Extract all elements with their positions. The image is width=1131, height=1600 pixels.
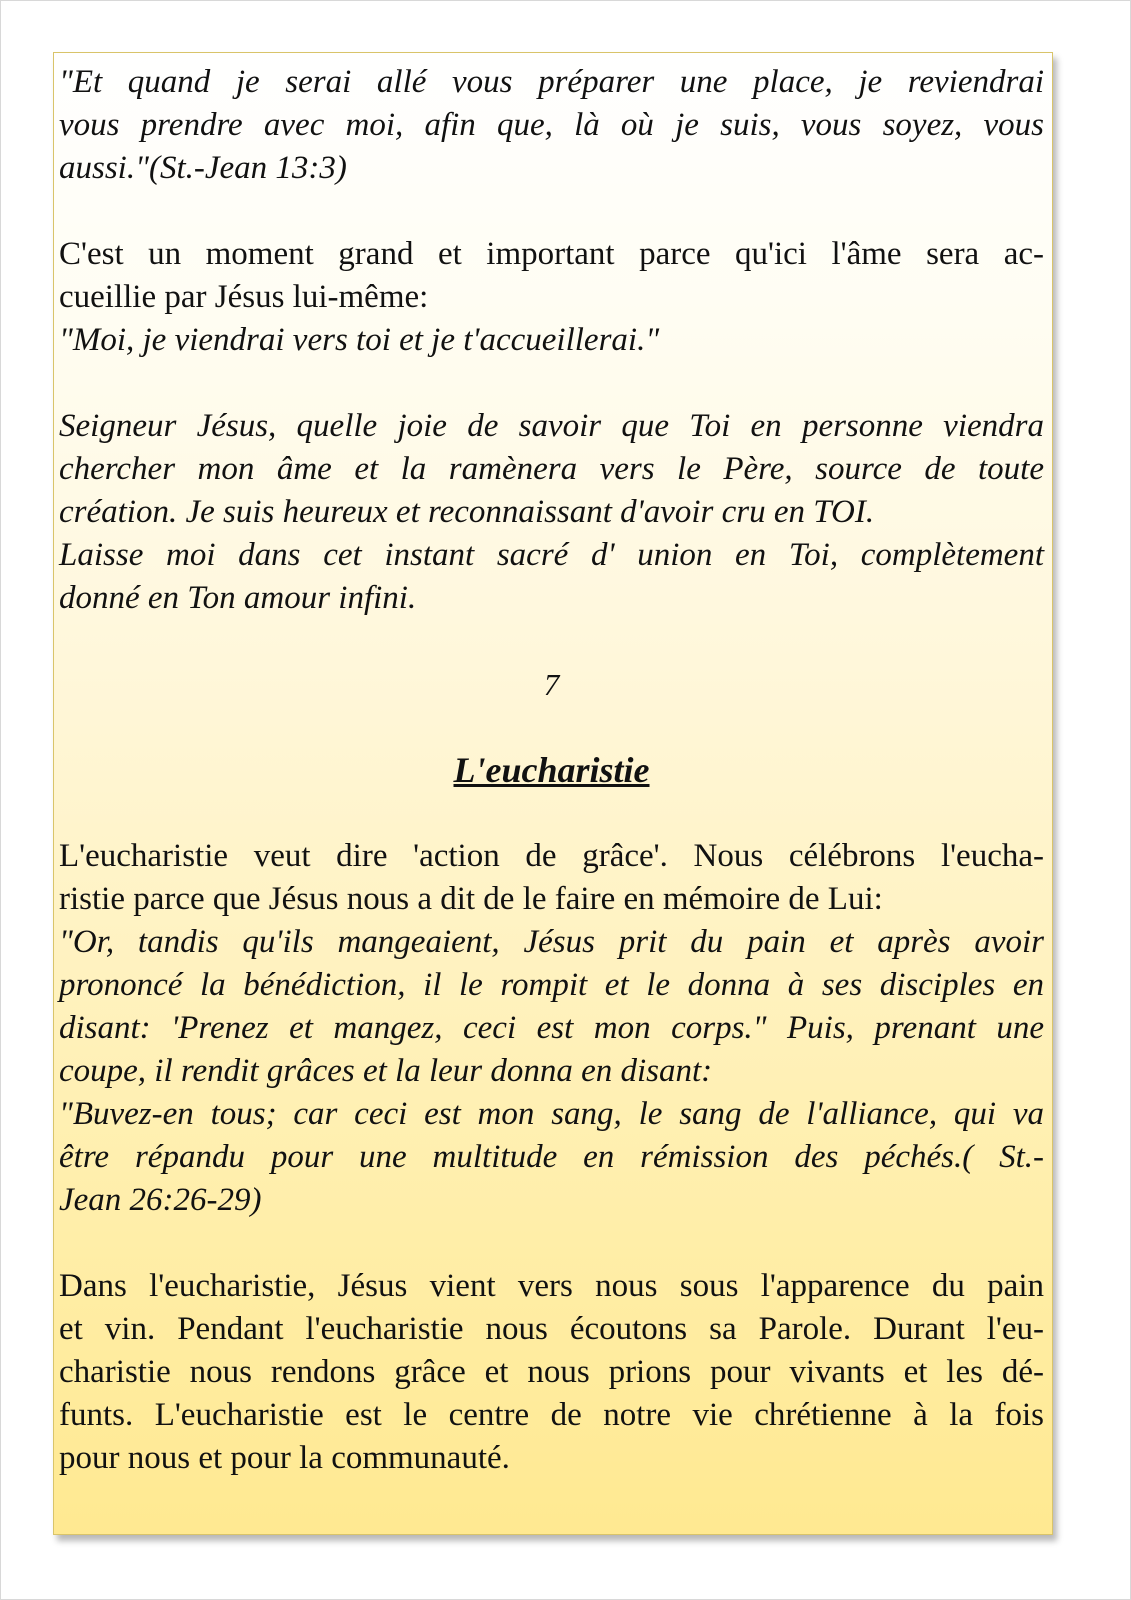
para3-line: Dans l'eucharistie, Jésus vient vers nous sous l'apparence du pain xyxy=(59,1268,1044,1304)
spacer xyxy=(59,706,1044,749)
spacer xyxy=(59,620,1044,663)
quote1-line: "Et quand je serai allé vous préparer une place, je reviendrai xyxy=(59,64,1044,100)
spacer xyxy=(59,1222,1044,1265)
paragraph-eucharistie-intro xyxy=(59,835,1044,921)
quote1-line: aussi."(St.-Jean 13:3) xyxy=(59,150,347,186)
quote2-line: disant: 'Prenez et mangez, ceci est mon corps." Puis, prenant une xyxy=(59,1010,1044,1046)
spacer xyxy=(59,190,1044,233)
content-box xyxy=(53,52,1053,1535)
paragraph-moment xyxy=(59,233,1044,362)
spacer xyxy=(59,362,1044,405)
para1-line: C'est un moment grand et important parce qu'ici l'âme sera ac- xyxy=(59,236,1044,272)
page-number: 7 xyxy=(543,667,560,702)
quote2-line: coupe, il rendit grâces et la leur donna en disant: xyxy=(59,1053,713,1089)
para2-line: L'eucharistie veut dire 'action de grâce'. Nous célébrons l'eucha- xyxy=(59,838,1044,874)
para3-line: et vin. Pendant l'eucharistie nous écoutons sa Parole. Durant l'eu- xyxy=(59,1311,1044,1347)
spacer xyxy=(59,792,1044,835)
paragraph-eucharistie-body xyxy=(59,1265,1044,1480)
prayer-line: chercher mon âme et la ramènera vers le Père, source de toute xyxy=(59,451,1044,487)
quote2-line: "Or, tandis qu'ils mangeaient, Jésus prit du pain et après avoir xyxy=(59,924,1044,960)
prayer-line: donné en Ton amour infini. xyxy=(59,580,417,616)
para1-line: cueillie par Jésus lui-même: xyxy=(59,279,429,315)
quote-st-jean-13 xyxy=(59,61,1044,190)
para3-line: funts. L'eucharistie est le centre de notre vie chrétienne à la fois xyxy=(59,1397,1044,1433)
prayer-line: Laisse moi dans cet instant sacré d' union en Toi, complètement xyxy=(59,537,1044,573)
section-title: L'eucharistie xyxy=(453,750,650,790)
para3-line: charistie nous rendons grâce et nous prions pour vivants et les dé- xyxy=(59,1354,1044,1390)
quote2-line: prononcé la bénédiction, il le rompit et le donna à ses disciples en xyxy=(59,967,1044,1003)
prayer-line: Seigneur Jésus, quelle joie de savoir que Toi en personne viendra xyxy=(59,408,1044,444)
prayer-paragraph xyxy=(59,405,1044,620)
para3-line: pour nous et pour la communauté. xyxy=(59,1440,510,1476)
quote2-line: Jean 26:26-29) xyxy=(59,1182,262,1218)
quote2-line: "Buvez-en tous; car ceci est mon sang, le sang de l'alliance, qui va xyxy=(59,1096,1044,1132)
quote2-line: être répandu pour une multitude en rémission des péchés.( St.- xyxy=(59,1139,1044,1175)
quote1-line: vous prendre avec moi, afin que, là où je suis, vous soyez, vous xyxy=(59,107,1044,143)
quote-last-supper xyxy=(59,921,1044,1222)
para1-quote: "Moi, je viendrai vers toi et je t'accueillerai." xyxy=(59,322,660,358)
para2-line: ristie parce que Jésus nous a dit de le faire en mémoire de Lui: xyxy=(59,881,883,917)
prayer-line: création. Je suis heureux et reconnaissant d'avoir cru en TOI. xyxy=(59,494,875,530)
